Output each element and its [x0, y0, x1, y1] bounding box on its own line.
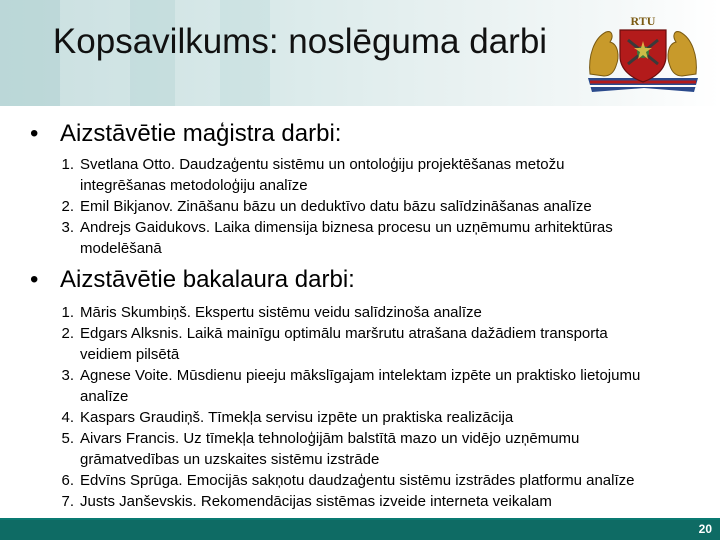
bullet: • [30, 266, 39, 293]
list-item [61, 470, 710, 491]
item-line: analīze [80, 388, 129, 405]
list-item [61, 407, 710, 428]
heading-text: Aizstāvētie bakalaura darbi: [60, 266, 355, 293]
list-item [61, 154, 710, 196]
list-item [61, 217, 710, 259]
list-item [61, 491, 710, 512]
item-line: integrēšanas metodoloģiju analīze [80, 177, 308, 194]
item-line: veidiem pilsētā [80, 346, 180, 363]
item-line: Justs Janševskis. Rekomendācijas sistēmas izveide interneta veikalam [80, 493, 552, 510]
item-line: Kaspars Graudiņš. Tīmekļa servisu izpēte un praktiska realizācija [80, 409, 514, 426]
item-number: 2. [61, 198, 74, 215]
item-number: 1. [61, 156, 74, 173]
item-number: 4. [61, 409, 74, 426]
list-item [61, 365, 710, 407]
footer-bar [0, 520, 720, 540]
item-number: 6. [61, 472, 74, 489]
slide-title: Kopsavilkums: noslēguma darbi [52, 22, 548, 61]
item-line: Emil Bikjanov. Zināšanu bāzu un deduktīvo datu bāzu salīdzināšanas analīze [80, 198, 592, 215]
item-line: Aivars Francis. Uz tīmekļa tehnoloģijām balstītā mazo un vidējo uzņēmumu [80, 430, 580, 447]
item-line: grāmatvedības un uzskaites sistēmu izstrāde [80, 451, 380, 468]
rtu-logo [584, 8, 702, 100]
list-item [61, 323, 710, 365]
list-item [61, 302, 710, 323]
item-number: 2. [61, 325, 74, 342]
heading-text: Aizstāvētie maģistra darbi: [60, 120, 342, 147]
item-number: 1. [61, 304, 74, 321]
item-number: 7. [61, 493, 74, 510]
page-number: 20 [698, 522, 712, 536]
logo-text: RTU [630, 14, 656, 28]
list-item [61, 428, 710, 470]
item-line: Māris Skumbiņš. Ekspertu sistēmu veidu salīdzinoša analīze [80, 304, 482, 321]
item-number: 5. [61, 430, 74, 447]
item-line: Svetlana Otto. Daudzaģentu sistēmu un ontoloģiju projektēšanas metožu [80, 156, 565, 173]
list-item [61, 196, 710, 217]
item-line: Edgars Alksnis. Laikā mainīgu optimālu maršrutu atrašana dažādiem transporta [80, 325, 608, 342]
item-line: modelēšanā [80, 240, 162, 257]
item-line: Agnese Voite. Mūsdienu pieeju mākslīgajam intelektam izpēte un praktisko lietojumu [80, 367, 641, 384]
bullet: • [30, 120, 39, 147]
item-number: 3. [61, 367, 74, 384]
item-line: Edvīns Sprūga. Emocijās sakņotu daudzaģentu sistēmu izstrādes platformu analīze [80, 472, 635, 489]
bachelors-list [61, 302, 710, 512]
item-number: 3. [61, 219, 74, 236]
masters-list [61, 154, 710, 259]
item-line: Andrejs Gaidukovs. Laika dimensija biznesa procesu un uzņēmumu arhitektūras [80, 219, 613, 236]
